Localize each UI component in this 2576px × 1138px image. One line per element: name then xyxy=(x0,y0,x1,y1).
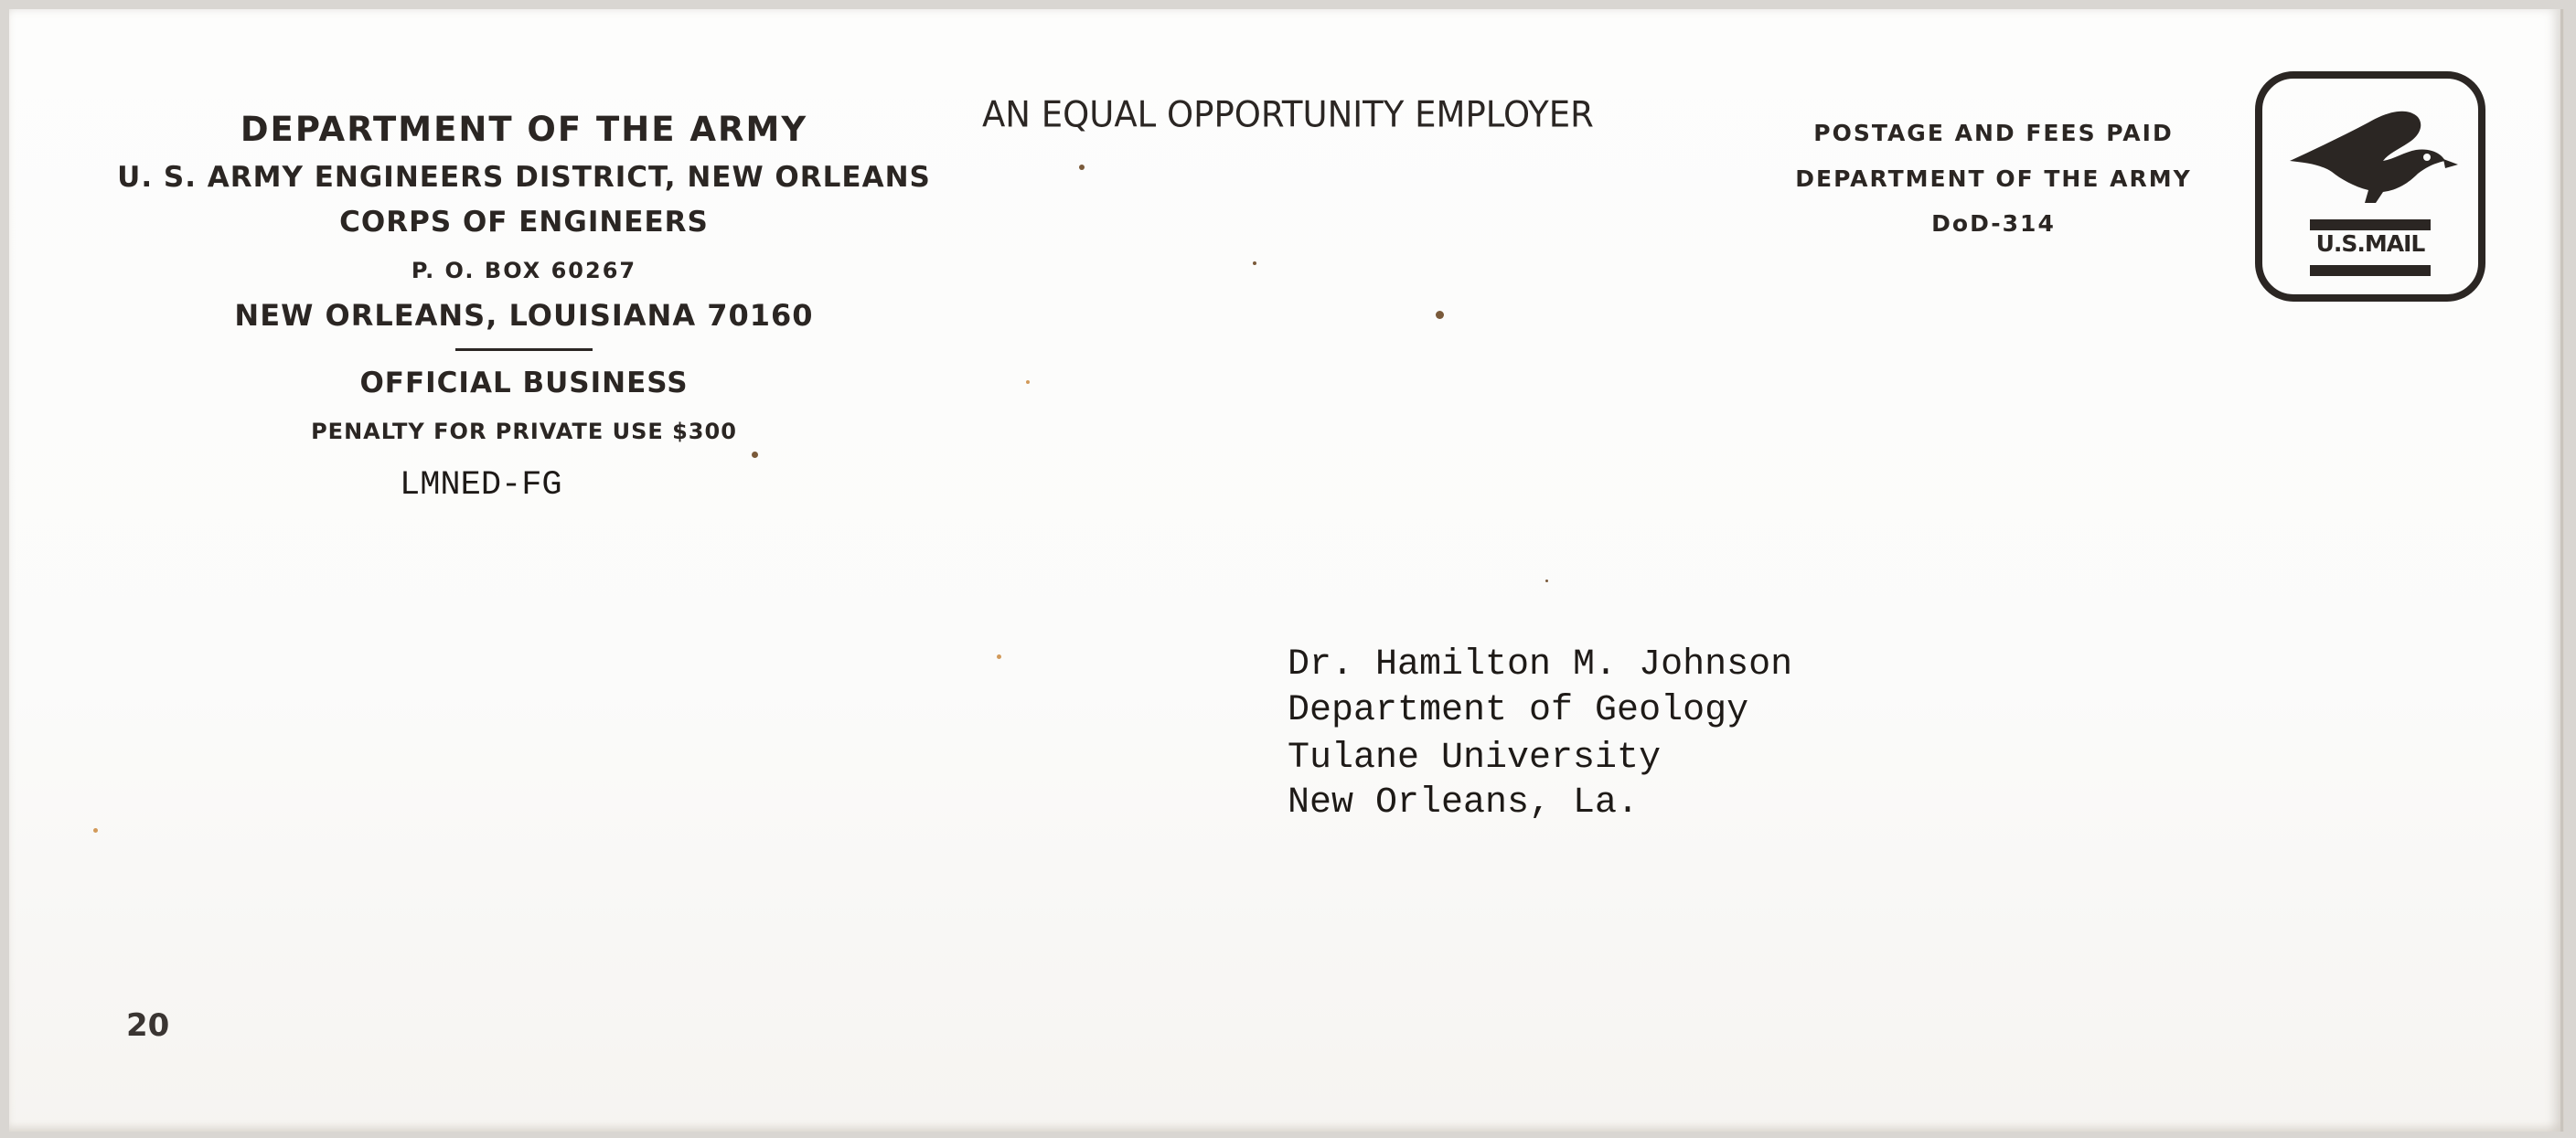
envelope xyxy=(9,9,2563,1132)
office-code: LMNED-FG xyxy=(400,466,562,505)
sender-district: U. S. ARMY ENGINEERS DISTRICT, NEW ORLEANS xyxy=(117,161,931,194)
eagle-icon xyxy=(2281,95,2464,223)
penalty-notice: PENALTY FOR PRIVATE USE $300 xyxy=(311,419,737,444)
official-business-label: OFFICIAL BUSINESS xyxy=(359,367,689,399)
recipient-name: Dr. Hamilton M. Johnson xyxy=(1288,644,1793,686)
paper-speck xyxy=(1545,580,1548,582)
paper-speck xyxy=(997,654,1001,659)
sender-divider xyxy=(455,348,593,351)
indicia-band-bottom xyxy=(2310,265,2431,276)
recipient-city: New Orleans, La. xyxy=(1288,782,1640,824)
recipient-institution: Tulane University xyxy=(1288,738,1662,779)
paper-speck xyxy=(93,828,98,833)
permit-number: DoD-314 xyxy=(1931,210,2056,237)
sender-department: DEPARTMENT OF THE ARMY xyxy=(240,110,808,149)
equal-opportunity-slogan: AN EQUAL OPPORTUNITY EMPLOYER xyxy=(982,93,1594,136)
paper-speck xyxy=(752,452,758,458)
sender-po-box: P. O. BOX 60267 xyxy=(411,258,637,283)
indicia-band-top xyxy=(2310,219,2431,230)
us-mail-indicia xyxy=(2255,71,2485,302)
postage-paid-label: POSTAGE AND FEES PAID xyxy=(1813,120,2174,146)
paper-speck xyxy=(1436,311,1444,319)
paper-speck xyxy=(1026,380,1030,384)
sender-city: NEW ORLEANS, LOUISIANA 70160 xyxy=(234,298,814,333)
paper-speck xyxy=(1079,165,1085,170)
pencil-note: 20 xyxy=(126,1007,170,1044)
permit-department: DEPARTMENT OF THE ARMY xyxy=(1795,165,2192,192)
paper-speck xyxy=(1253,261,1256,265)
recipient-department: Department of Geology xyxy=(1288,690,1749,731)
us-mail-label: U.S.MAIL xyxy=(2315,230,2425,257)
sender-corps: CORPS OF ENGINEERS xyxy=(339,206,709,239)
